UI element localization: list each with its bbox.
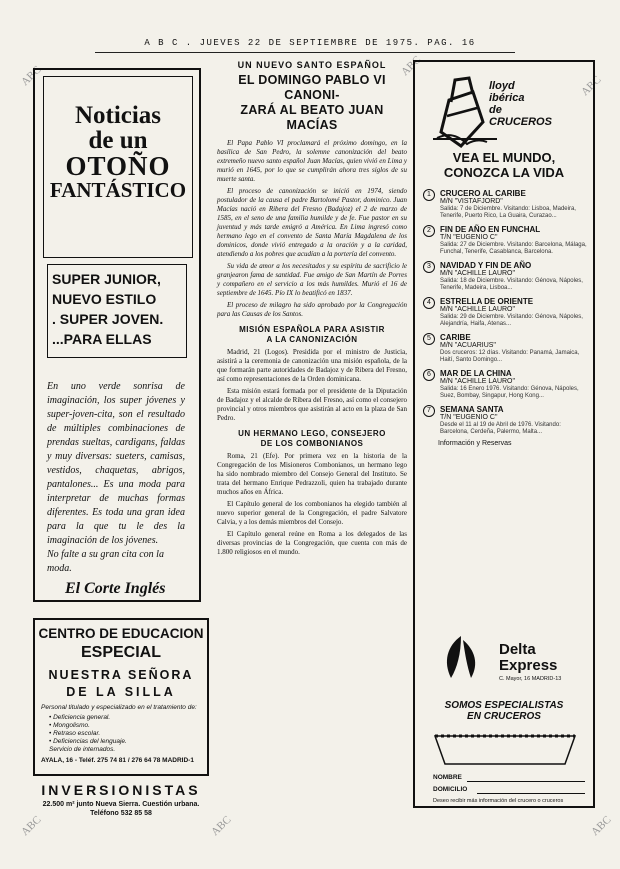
cruise-ship-illustration [429,726,581,768]
lloyd-logo-line: ibérica [489,92,525,104]
watermark: ABC [209,813,234,839]
cruise-ship: M/N "ACHILLE LAURO" [440,378,515,385]
cruise-item [423,297,589,328]
news-article [217,60,407,557]
header-rule [95,52,515,53]
ad-title-line: de un [88,127,148,154]
cruise-info: Información y Reservas [438,440,512,447]
crucero-headline [415,150,593,180]
ad-body-text: En uno verde sonrisa de imaginación, los super jóvenes y super-joven-cita, son el resultado de múltiples combinaciones de prendas sueltas, cardigans, faldas y muy diversas: sueters, camisas, vestidos, chaquetas, abrigos, pantalones... Es una moda para interpretar de muchas formas diferentes. Es toda una gran idea para la que tu le des la imaginación de los jóvenes. [47,381,185,546]
inversionistas-text: 22.500 m² junto Nueva Sierra. Cuestión urbana. Teléfono 532 85 58 [42,801,200,817]
el-corte-ingles-ad [33,68,201,602]
el-corte-ingles-signature: El Corte Inglés [65,580,166,597]
page-header: A B C . JUEVES 22 DE SEPTIEMBRE DE 1975. PAG. 16 [144,38,476,48]
cruise-ship: T/N "EUGENIO C" [440,414,498,421]
lloyd-crucero-ad [413,60,595,808]
cruise-item [423,405,589,436]
centro-item-text: Deficiencia general. [53,714,111,721]
centro-subtitle: NUESTRA SEÑORA [48,668,194,682]
article-paragraph: El Capítulo general de los combonianos ha elegido también al nuevo superior general de la Congregación, el padre Salvatore Calvia, y a los demás miembros del Consejo. [217,500,407,526]
article-subhead: MISIÓN ESPAÑOLA PARA ASISTIR [239,325,385,334]
centro-item-text: Deficiencias del lenguaje. [53,738,127,745]
form-footer: Deseo recibir más información del crucero o cruceros [433,798,564,804]
centro-contact: AYALA, 16 - Teléf. 275 74 81 / 276 64 78 MADRID-1 [41,757,194,764]
especialistas-heading [421,700,587,722]
lloyd-logo-line: CRUCEROS [489,116,552,128]
article-headline: EL DOMINGO PABLO VI CANONI- [238,73,386,102]
cruise-number: 2 [423,225,435,237]
centro-item [49,746,207,754]
watermark: ABC [19,63,44,89]
inversionistas-ad [33,782,209,818]
lloyd-logo-line: de [489,104,502,116]
crucero-headline-line: CONOZCA LA VIDA [443,165,565,180]
cruise-number: 7 [423,405,435,417]
cruise-ship: T/N "EUGENIO C" [440,234,498,241]
cruise-desc: Salida: 7 de Diciembre. Visitando: Lisboa, Madeira, Tenerife, Puerto Rico, La Guaira, Curazao... [440,206,576,219]
article-paragraph: El proceso de milagro ha sido aprobado por la Congregación para las Causas de los Santos. [217,301,407,318]
centro-item: • Deficiencias del lenguaje. [49,738,127,745]
cruise-ship: M/N "ACHILLE LAURO" [440,306,515,313]
cruise-title: NAVIDAD Y FIN DE AÑO [440,261,532,270]
form-domicilio-field[interactable] [477,793,585,794]
ad-slogan-box [47,264,187,358]
centro-item: • Retraso escolar. [49,730,101,737]
ad-title-line: FANTÁSTICO [49,178,187,202]
cruise-desc: Dos cruceros: 12 días. Visitando: Panamá, Jamaica, Haití, Santo Domingo... [440,350,580,363]
article-paragraph: El Papa Pablo VI proclamará el próximo domingo, en la basílica de San Pedro, la solemne canonización del beato extremeño nuevo santo español Juan Macías, quien vivió en Lima y murió en 1645, por lo que se cumplirán ahora tres siglos de su muerte santa. [217,139,407,183]
watermark: ABC [589,813,614,839]
cruise-desc: Salida: 29 de Diciembre. Visitando: Génova, Nápoles, Alejandría, Haifa, Atenas... [440,314,583,327]
centro-intro: Personal titulado y especializado en el tratamiento de: [41,704,197,711]
watermark: ABC [19,813,44,839]
especialistas-line: SOMOS ESPECIALISTAS [444,700,564,711]
ad-headline-frame [43,76,193,258]
cruise-item [423,261,589,292]
ad-closing-text: No falte a su gran cita con la moda. [47,549,164,574]
ad-slogan-line: ...PARA ELLAS [52,331,152,347]
cruise-title: MAR DE LA CHINA [440,369,512,378]
article-kicker: UN NUEVO SANTO ESPAÑOL [237,60,387,70]
centro-educacion-ad [33,618,209,776]
cruise-number: 4 [423,297,435,309]
cruise-item [423,333,589,364]
watermark: ABC [579,73,604,99]
centro-title: CENTRO DE EDUCACION [38,626,204,641]
article-paragraph: Esta misión estará formada por el presidente de la Diputación de Badajoz y el alcalde de Ribera del Fresno, así como el consejero provincial y otros miembros que asistirán al acto en la plaza de San Pedro. [217,387,407,422]
cruise-item [423,369,589,400]
cruise-desc: Salida: 16 Enero 1976. Visitando: Génova, Nápoles, Suez, Bombay, Singapur, Hong Kong... [440,386,579,399]
article-paragraph: El proceso de canonización se inició en 1974, siendo postulador de la causa el padre Bartolomé Pastor, dominico. Juan Macías nació en Ribera del Fresno (Badajoz) el 2 de marzo de 1585, en el seno de una familia humilde y de fe. Fue pastor en su juventud y más tarde emigró a América. En Lima ingresó como hermano lego en el convento de Santa María Magdalena de los dominicos, donde vivió entregado a la oración y a la caridad, atendiendo a los pobres que acudían a la portería del convento. [217,187,407,258]
article-paragraph: El Capítulo general reúne en Roma a los delegados de las diversas provincias de la Congregación, que cuenta con más de 1.800 religiosos en el mundo. [217,530,407,556]
article-paragraph: Roma, 21 (Efe). Por primera vez en la historia de la Congregación de los Misioneros Combonianos, un hermano lego ha sido nombrado miembro del Consejo General del Instituto. Se trata del hermano Enrique Pedrazzoli, quien ha trabajado durante muchos años en África. [217,452,407,496]
article-subhead: A LA CANONIZACIÓN [266,335,358,344]
cruise-number: 5 [423,333,435,345]
lloyd-logo-text [489,80,552,128]
form-domicilio-label: DOMICILIO [433,786,468,793]
ad-title-line: OTOÑO [65,151,171,181]
cruise-item [423,225,589,256]
cruise-desc: Salida: 18 de Diciembre. Visitando: Génova, Nápoles, Tenerife, Madeira, Lisboa... [440,278,583,291]
delta-logo-icon [437,632,485,682]
article-headline: ZARÁ AL BEATO JUAN MACÍAS [240,103,384,132]
centro-item-text: Mongolismo. [53,722,90,729]
article-paragraph: Madrid, 21 (Logos). Presidida por el ministro de Justicia, asistirá a la ceremonia de canonización una misión española, de la que formarán parte autoridades de Badajoz y de Ribera del Fresno, así como representaciones de la Orden dominicana. [217,348,407,383]
cruise-title: ESTRELLA DE ORIENTE [440,297,534,306]
article-paragraph: Su vida de amor a los necesitados y su espíritu de sacrificio le granjearon fama de santidad. Fue amigo de San Martín de Porres y compañero en el servicio a los más humildes. Murió el 16 de septiembre de 1645. Pío IX lo beatificó en 1837. [217,262,407,297]
centro-item-text: Servicio de internados. [49,746,116,753]
centro-item: • Mongolismo. [49,722,90,729]
ad-slogan-line: . SUPER JOVEN. [52,311,164,327]
lloyd-logo-line: lloyd [489,80,515,92]
delta-logo-text [499,642,557,674]
centro-title: ESPECIAL [80,644,161,661]
ad-slogan-line: SUPER JUNIOR, [52,271,161,287]
delta-address: C. Mayor, 16 MADRID-13 [499,676,562,682]
cruise-item [423,189,589,220]
cruise-title: FIN DE AÑO EN FUNCHAL [440,225,541,234]
coupon-side-label [419,724,427,804]
form-nombre-label: NOMBRE [433,774,462,781]
cruise-desc: Salida: 27 de Diciembre. Visitando: Barcelona, Málaga, Funchal, Tenerife, Casablanca, Barcelona. [440,242,587,255]
article-subhead: UN HERMANO LEGO, CONSEJERO [238,429,386,438]
crucero-headline-line: VEA EL MUNDO, [452,150,556,165]
article-subhead: DE LOS COMBONIANOS [260,439,364,448]
inversionistas-title: INVERSIONISTAS [41,782,201,798]
especialistas-line: EN CRUCEROS [467,711,541,722]
cruise-number: 3 [423,261,435,273]
cruise-number: 1 [423,189,435,201]
cruise-title: CRUCERO AL CARIBE [440,189,526,198]
cruise-number: 6 [423,369,435,381]
logo-divider [433,138,497,140]
cruise-title: CARIBE [440,333,471,342]
centro-subtitle: DE LA SILLA [66,685,176,699]
watermark: ABC [399,53,424,79]
ad-slogan-line: NUEVO ESTILO [52,291,157,307]
centro-item: • Deficiencia general. [49,714,111,721]
ad-title-line: Noticias [74,102,162,129]
cruise-list [423,184,589,448]
cruise-ship: M/N "ACUARIUS" [440,342,496,349]
cruise-desc: Desde el 11 al 19 de Abril de 1976. Visitando: Barcelona, Cerdeña, Palermo, Malta... [440,422,561,435]
centro-item-text: Retraso escolar. [53,730,101,737]
delta-line: Express [499,657,558,674]
delta-line: Delta [499,641,536,658]
form-nombre-field[interactable] [467,781,585,782]
cruise-ship: M/N "ACHILLE LAURO" [440,270,515,277]
cruise-title: SEMANA SANTA [440,405,504,414]
cruise-ship: M/N "VISTAFJORD" [440,198,503,205]
